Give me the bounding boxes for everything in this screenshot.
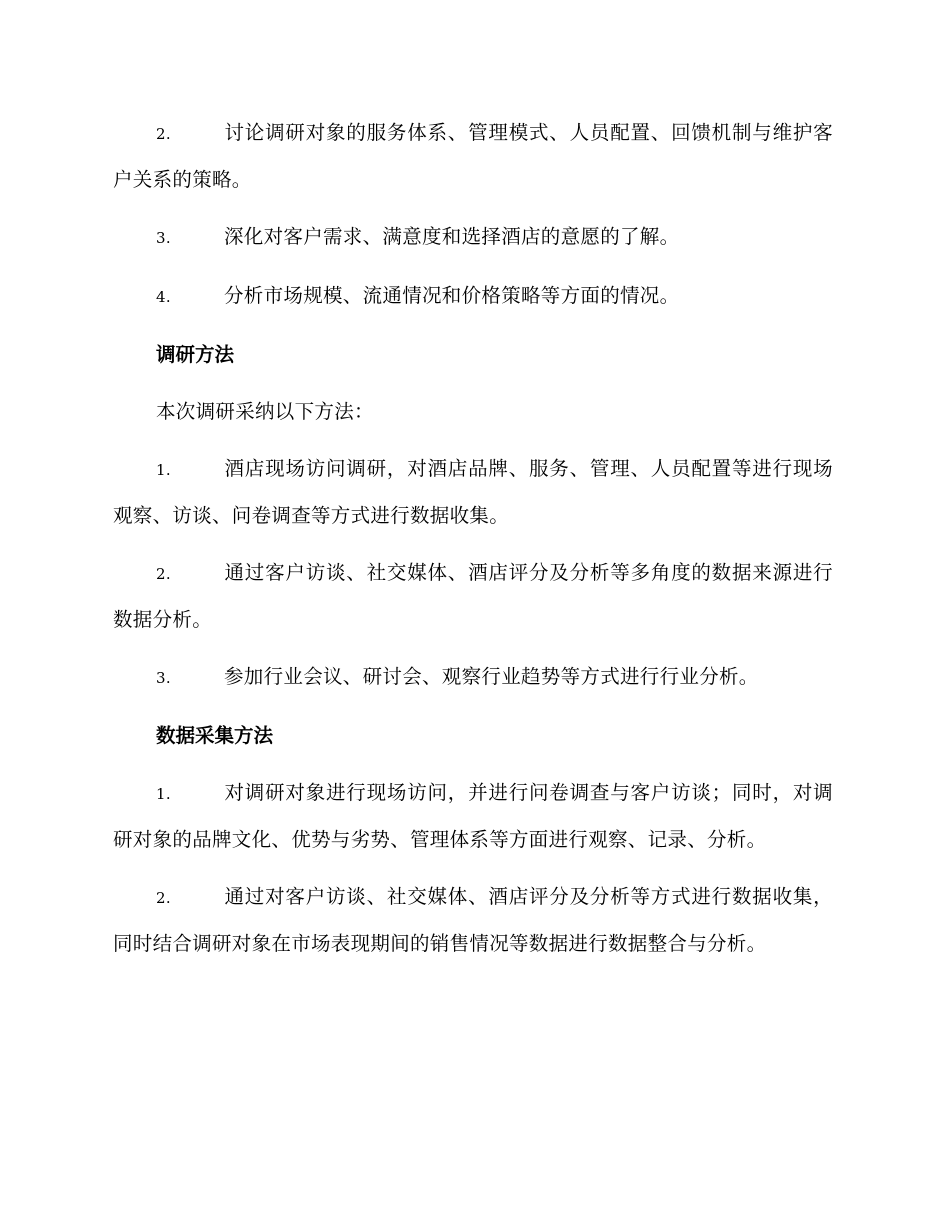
list-number: 2. bbox=[156, 889, 171, 907]
list-number: 2. bbox=[156, 565, 171, 583]
list-item bbox=[113, 550, 833, 642]
section-heading-methods: 调研方法 bbox=[156, 343, 235, 366]
list-text: 分析市场规模、流通情况和价格策略等方面的情况。 bbox=[224, 284, 680, 307]
list-number: 4. bbox=[156, 288, 171, 306]
list-number: 1. bbox=[156, 785, 171, 803]
list-item bbox=[113, 874, 833, 966]
section-heading-data-collection: 数据采集方法 bbox=[156, 724, 274, 747]
list-item bbox=[113, 770, 833, 862]
list-number: 1. bbox=[156, 461, 171, 479]
list-number: 2. bbox=[156, 125, 171, 143]
list-number: 3. bbox=[156, 669, 171, 687]
list-number: 3. bbox=[156, 229, 171, 247]
list-text: 酒店现场访问调研，对酒店品牌、服务、管理、人员配置等进行现场观察、访谈、问卷调查等方式进行数据收集。 bbox=[113, 457, 833, 527]
list-item bbox=[113, 214, 833, 261]
list-item bbox=[113, 446, 833, 538]
list-text: 通过对客户访谈、社交媒体、酒店评分及分析等方式进行数据收集，同时结合调研对象在市场表现期间的销售情况等数据进行数据整合与分析。 bbox=[113, 885, 833, 955]
list-item bbox=[113, 654, 833, 701]
methods-intro: 本次调研采纳以下方法： bbox=[156, 400, 374, 423]
list-item bbox=[113, 110, 833, 202]
list-item bbox=[113, 273, 833, 320]
list-text: 讨论调研对象的服务体系、管理模式、人员配置、回馈机制与维护客户关系的策略。 bbox=[113, 121, 833, 191]
list-text: 深化对客户需求、满意度和选择酒店的意愿的了解。 bbox=[224, 225, 680, 248]
document-body bbox=[113, 110, 833, 978]
list-text: 通过客户访谈、社交媒体、酒店评分及分析等多角度的数据来源进行数据分析。 bbox=[113, 561, 833, 631]
list-text: 对调研对象进行现场访问，并进行问卷调查与客户访谈；同时，对调研对象的品牌文化、优势与劣势、管理体系等方面进行观察、记录、分析。 bbox=[113, 781, 833, 851]
list-text: 参加行业会议、研讨会、观察行业趋势等方式进行行业分析。 bbox=[224, 665, 759, 688]
